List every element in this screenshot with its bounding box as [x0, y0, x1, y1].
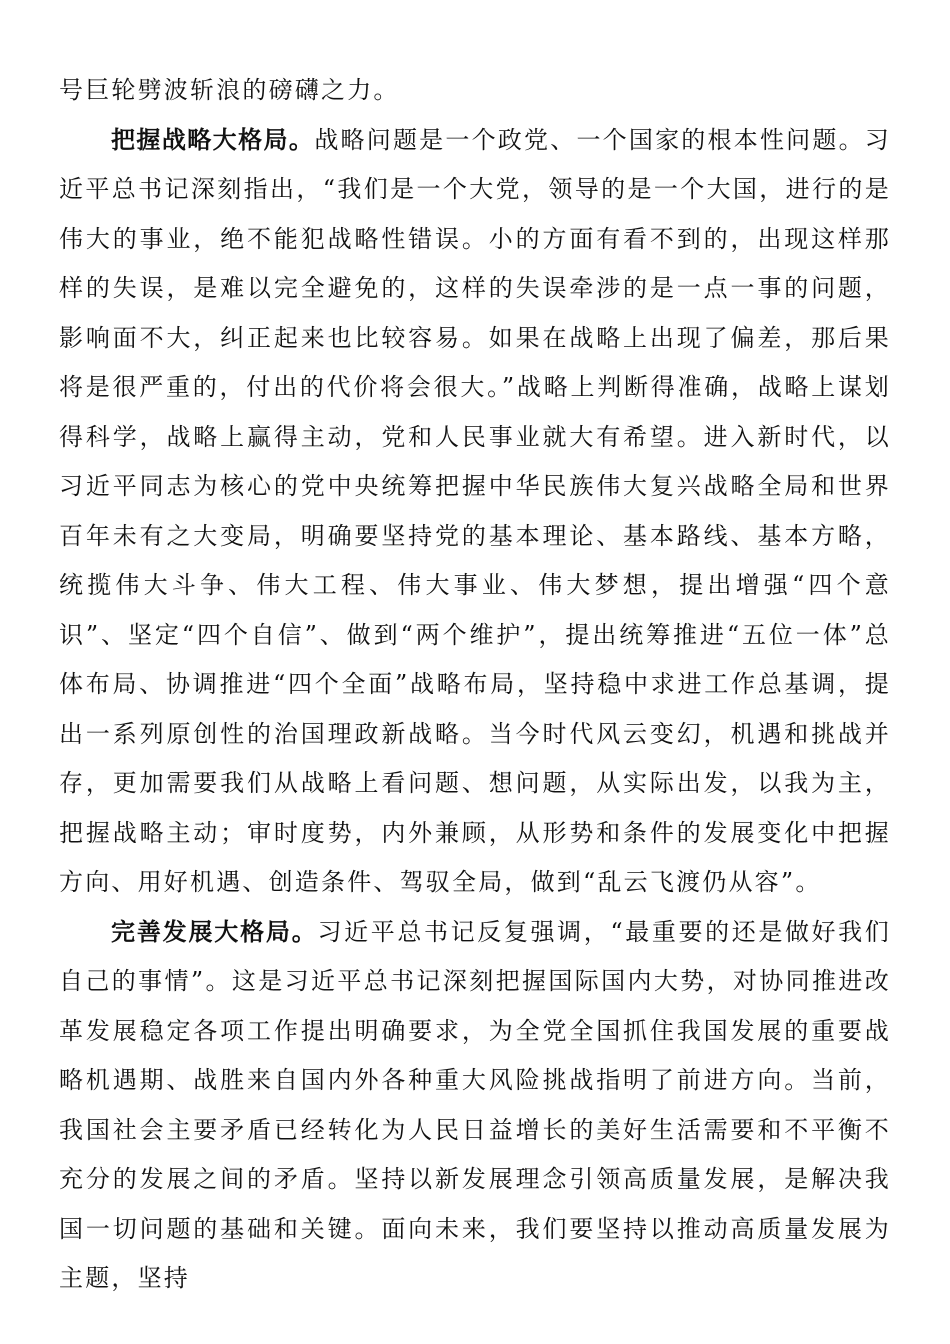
paragraph-text: 习近平总书记反复强调，“最重要的还是做好我们自己的事情”。这是习近平总书记深刻把握国际国内大势，对协同推进改革发展稳定各项工作提出明确要求，为全党全国抓住我国发展的重要战略机遇期、战胜来自国内外各种重大风险挑战指明了前进方向。当前，我国社会主要矛盾已经转化为人民日益增长的美好生活需要和不平衡不充分的发展之间的矛盾。坚持以新发展理念引领高质量发展，是解决我国一切问题的基础和关键。面向未来，我们要坚持以推动高质量发展为主题，坚持: [59, 917, 891, 1292]
paragraph-lead-heading: 把握战略大格局。: [111, 125, 315, 154]
paragraph-continuation: [59, 66, 891, 116]
paragraph-text: 战略问题是一个政党、一个国家的根本性问题。习近平总书记深刻指出，“我们是一个大党，领导的是一个大国，进行的是伟大的事业，绝不能犯战略性错误。小的方面有看不到的，出现这样那样的失误，是难以完全避免的，这样的失误牵涉的是一点一事的问题，影响面不大，纠正起来也比较容易。如果在战略上出现了偏差，那后果将是很严重的，付出的代价将会很大。”战略上判断得准确，战略上谋划得科学，战略上赢得主动，党和人民事业就大有希望。进入新时代，以习近平同志为核心的党中央统筹把握中华民族伟大复兴战略全局和世界百年未有之大变局，明确要坚持党的基本理论、基本路线、基本方略，统揽伟大斗争、伟大工程、伟大事业、伟大梦想，提出增强“四个意识”、坚定“四个自信”、做到“两个维护”，提出统筹推进“五位一体”总体布局、协调推进“四个全面”战略布局，坚持稳中求进工作总基调，提出一系列原创性的治国理政新战略。当今时代风云变幻，机遇和挑战并存，更加需要我们从战略上看问题、想问题，从实际出发，以我为主，把握战略主动；审时度势，内外兼顾，从形势和条件的发展变化中把握方向、用好机遇、创造条件、驾驭全局，做到“乱云飞渡仍从容”。: [59, 125, 891, 896]
document-body: [59, 66, 891, 1304]
paragraph-strategy: [59, 116, 891, 908]
paragraph-lead-heading: 完善发展大格局。: [111, 917, 318, 946]
paragraph-development: [59, 908, 891, 1304]
paragraph-text: 号巨轮劈波斩浪的磅礴之力。: [59, 76, 400, 104]
